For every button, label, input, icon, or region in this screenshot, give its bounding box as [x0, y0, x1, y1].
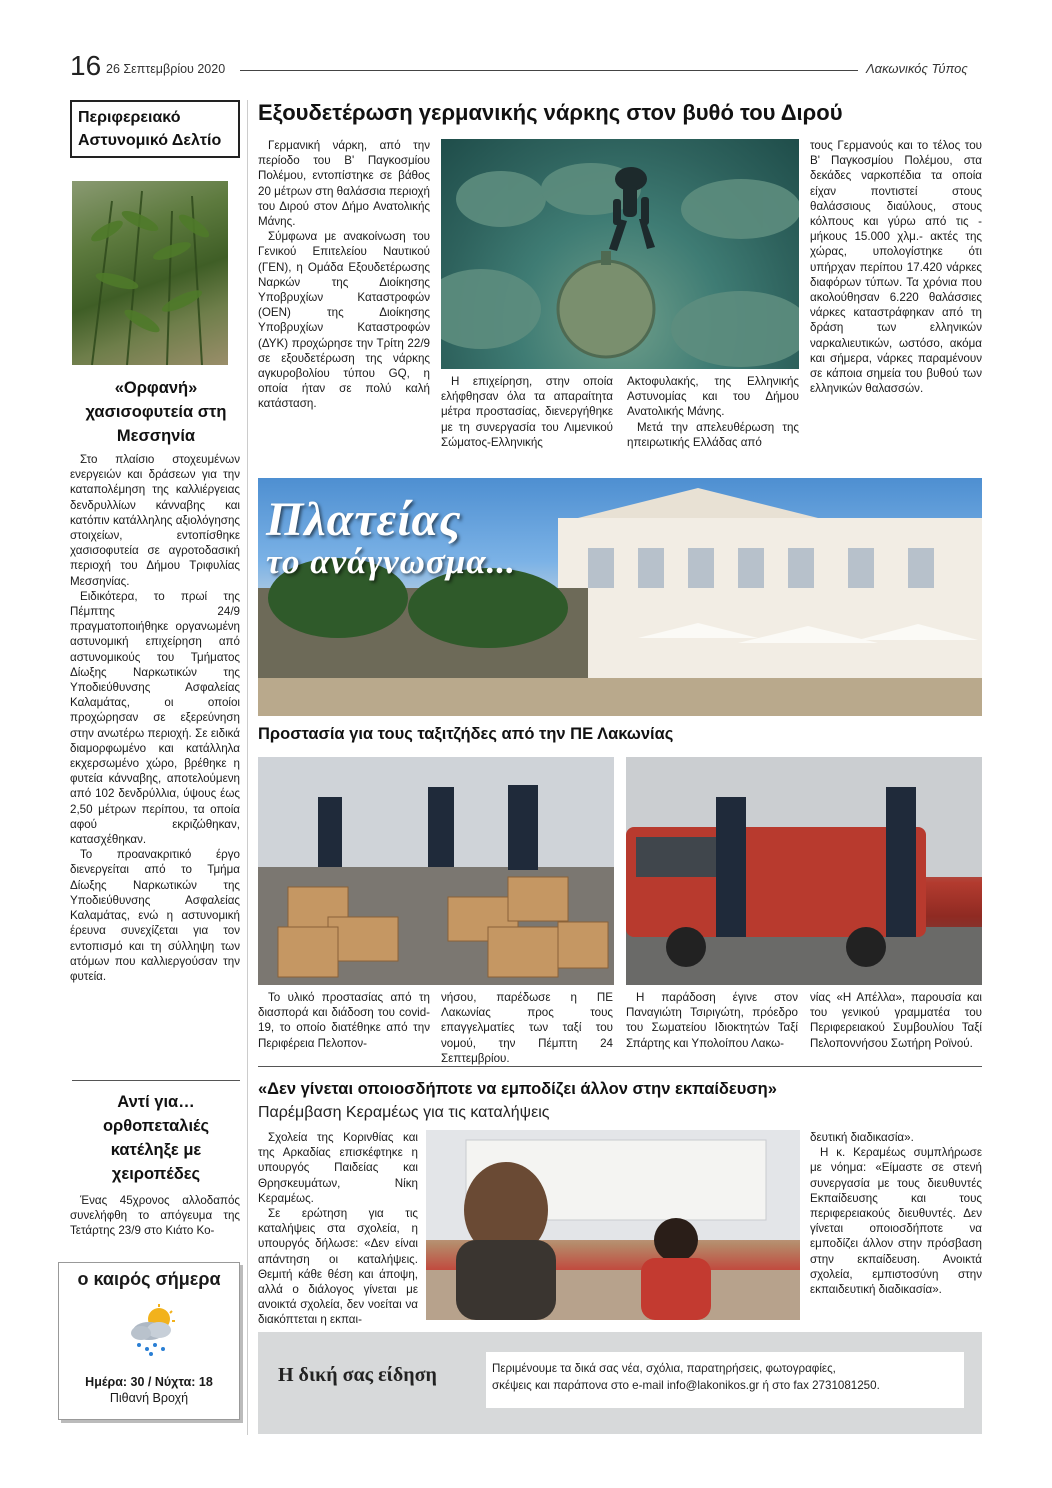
article-taxi-column-4: [810, 990, 982, 1051]
rubric-box: [70, 100, 240, 158]
your-news-title: Η δική σας είδηση: [278, 1364, 437, 1386]
article-taxi-column-3: [626, 990, 798, 1051]
paragraph: Ακτοφυλακής, της Ελληνικής Αστυνομίας και του Δήμου Ανατολικής Μάνης.: [627, 375, 799, 419]
issue-date: 26 Σεπτεμβρίου 2020: [106, 62, 226, 76]
paragraph: δευτική διαδικασία».: [810, 1131, 914, 1144]
article-school-column-1: [258, 1130, 418, 1328]
plateias-banner-photo: [258, 478, 982, 716]
fire-truck-handover-photo: [626, 757, 982, 985]
weather-description: Πιθανή Βροχή: [109, 1391, 189, 1405]
protective-supplies-photo: [258, 757, 614, 985]
side-story-handcuffs-text: [70, 1193, 240, 1239]
boxes-illustration: [258, 757, 614, 985]
paragraph: νίας «Η Απέλλα», παρουσία και του γενικού γραμματέα του Περιφερειακού Συμβουλίου Ταξί Πελοποννήσου Σωτήρη Ροϊνού.: [810, 991, 982, 1050]
headline-education-quote: «Δεν γίνεται οποιοσδήποτε να εμποδίζει άλλον στην εκπαίδευση»: [258, 1080, 777, 1098]
article-taxi-column-1: [258, 990, 430, 1051]
paragraph: Ειδικότερα, το πρωί της Πέμπτης 24/9 πραγματοποιήθηκε οργανωμένη αστυνομική επιχείρηση από αστυνομικούς του Τμήματος Δίωξης Ναρκωτικών της Υποδιεύθυνσης Ασφαλείας Καλαμάτας, οι οποίοι προχώρησαν σε εξερεύνηση στην ανωτέρω περιοχή. Σε ειδικά διαμορφωμένο και κατάλληλα εκχερσωμένο χώρο, βρέθηκε η φυτεία κάνναβης, αποτελούμενη από 102 δενδρύλλια, ύψους έως 2,50 μέτρων περίπου, τα οποία αφού εκριζώθηκαν, κατασχέθηκαν.: [70, 589, 240, 847]
subheadline-kerameus: Παρέμβαση Κεραμέως για τις καταλήψεις: [258, 1104, 550, 1121]
paragraph: Η παράδοση έγινε στον Παναγιώτη Τσιριγώτη, πρόεδρο του Σωματείου Ιδιοκτητών Ταξί Σπάρτης και Υπολοίπου Λακω-: [626, 991, 798, 1050]
banner-subtitle: το ανάγνωσμα...: [266, 542, 516, 581]
side-headline-hemp-plantation: «Ορφανή» χασισοφυτεία στη Μεσσηνία: [85, 379, 227, 445]
paragraph: Μετά την απελευθέρωση της ηπειρωτικής Ελλάδας από: [627, 420, 799, 449]
headline-mine-neutralization: Εξουδετέρωση γερμανικής νάρκης στον βυθό του Διρού: [258, 100, 843, 125]
paragraph: Το υλικό προστασίας από τη διασπορά και διάδοση του covid-19, το οποίο διατέθηκε από την Περιφέρεια Πελοπον-: [258, 991, 430, 1050]
your-news-line-1: Περιμένουμε τα δικά σας νέα, σχόλια, παρατηρήσεις, φωτογραφίες,: [492, 1362, 836, 1375]
paragraph: Σε ερώτηση για τις καταλήψεις στα σχολεία, η υπουργός δήλωσε: «Δεν είναι απάντηση οι καταλήψεις. Θεμιτή κάθε θέση και άποψη, αλλά ο διάλογος γίνεται με ανοικτά σχολεία, δεν νοείται να διακόπτεται η εκπαι-: [258, 1207, 418, 1327]
banner-title: Πλατείας: [266, 493, 462, 546]
side-headline-handcuffs: Αντί για… ορθοπεταλιές κατέληξε με χειροπέδες: [102, 1093, 210, 1183]
paragraph: Ένας 45χρονος αλλοδαπός συνελήφθη το απόγευμα της Τετάρτης 23/9 στο Κιάτο Κο-: [70, 1194, 240, 1238]
sun-cloud-rain-icon: [125, 1303, 179, 1357]
diver-with-mine-photo: [441, 139, 799, 369]
article-mine-column-1: [258, 138, 430, 412]
masthead-rule: [240, 70, 858, 71]
cannabis-plants-photo: [72, 181, 228, 365]
publication-name: Λακωνικός Τύπος: [866, 61, 968, 76]
page-number: 16: [70, 50, 102, 81]
your-news-line-2: σκέψεις και παράπονα στο e-mail info@lakonikos.gr ή στο fax 2731081250.: [492, 1379, 880, 1392]
classroom-photo: [426, 1130, 800, 1320]
paragraph: Στο πλαίσιο στοχευμένων ενεργειών και δράσεων για την καταπολέμηση της καλλιέργειας δενδρυλλίων κάνναβης και κατόπιν κατάλληλης αξιολόγησης στοιχείων, εντοπίσθηκε χασισοφυτεία σε αγροτοδασική περιοχή του Δήμου Τριφυλίας Μεσσηνίας.: [70, 453, 240, 588]
article-taxi-column-2: [441, 990, 613, 1066]
paragraph: Η κ. Κεραμέως συμπλήρωσε με νόημα: «Είμαστε σε στενή συνεργασία με τους διευθυντές Εκπαίδευσης και τους περιφερειακούς διευθυντές. Δεν γίνεται οποιοσδήποτε να εμποδίζει άλλον στην πρόσβαση στην εκπαίδευση. Ανοικτά σχολεία, εμπιστοσύνη στην εκπαιδευτική διαδικασία».: [810, 1146, 982, 1297]
your-news-box: [258, 1332, 982, 1434]
weather-temperatures: Ημέρα: 30 / Νύχτα: 18: [85, 1375, 213, 1389]
article-school-column-2: [810, 1130, 982, 1297]
weather-title: ο καιρός σήμερα: [77, 1269, 221, 1289]
article-mine-column-4: [810, 138, 982, 396]
headline-taxi-protection: Προστασία για τους ταξιτζήδες από την ΠΕ Λακωνίας: [258, 725, 674, 743]
section-divider: [258, 1066, 982, 1067]
paragraph: Το προανακριτικό έργο διενεργείται από το Τμήμα Δίωξης Ναρκωτικών της Υποδιεύθυνσης Ασφαλείας Καλαμάτας, ενώ η αστυνομική έρευνα συνεχίζεται για τον εντοπισμό και τη σύλληψη των ατόμων που καλλιεργούσαν την φυτεία.: [70, 848, 240, 983]
classroom-illustration: [426, 1130, 800, 1320]
article-mine-column-3: [627, 374, 799, 450]
paragraph: Σχολεία της Κορινθίας και της Αρκαδίας επισκέφτηκε η υπουργός Παιδείας και Θρησκευμάτων, Νίκη Κεραμέως.: [258, 1131, 418, 1205]
cannabis-plants-illustration: [72, 181, 228, 365]
paragraph: νήσου, παρέδωσε η ΠΕ Λακωνίας προς τους επαγγελματίες των ταξί του νομού, την Πέμπτη 24 Σεπτεμβρίου.: [441, 991, 613, 1065]
sidebar-vertical-rule: [247, 100, 248, 1435]
side-story-hemp-text: [70, 452, 240, 984]
sidebar-divider: [72, 1080, 240, 1081]
rubric-line-1: Περιφερειακό: [78, 109, 181, 126]
truck-illustration: [626, 757, 982, 985]
weather-box: [58, 1262, 240, 1420]
rubric-line-2: Αστυνομικό Δελτίο: [78, 132, 222, 149]
underwater-illustration: [441, 139, 799, 369]
paragraph: Σύμφωνα με ανακοίνωση του Γενικού Επιτελείου Ναυτικού (ΓΕΝ), η Ομάδα Εξουδετέρωσης Ναρκών της Διοίκησης Υποβρυχίων Καταστροφών (ΟΕΝ) της Διοίκησης Υποβρυχίων Καταστροφών (ΔΥΚ) προχώρησε την Τρίτη 22/9 σε εξουδετέρωση της νάρκης αγκυροβολίου τύπου GQ, η οποία ήταν σε πολύ καλή κατάσταση.: [258, 230, 430, 411]
paragraph: τους Γερμανούς και το τέλος του Β' Παγκοσμίου Πολέμου, στα δεκάδες ναρκοπέδια τα οποία είχαν ποντιστεί στους θαλάσσιους διαύλους, στους κόλπους και γύρω από τις - μήκους 15.000 χλμ.- ακτές της χώρας, υπολογίστηκε ότι υπήρχαν περίπου 17.420 νάρκες διαφόρων τύπων. Τα χρόνια που ακολούθησαν 6.220 θαλάσσιες νάρκες καταστράφηκαν από τη δράση των ελληνικών ναρκαλιευτικών, ωστόσο, ακόμα και σήμερα, νάρκες παραμένουν σε κάποια σημεία του βυθού των ελληνικών θαλασσών.: [810, 139, 982, 396]
paragraph: Γερμανική νάρκη, από την περίοδο του Β' Παγκοσμίου Πολέμου, εντοπίστηκε σε βάθος 20 μέτρων στη θαλάσσια περιοχή του Διρού στον Δήμο Ανατολικής Μάνης.: [258, 139, 430, 229]
your-news-text: [486, 1352, 964, 1408]
article-mine-column-2: [441, 374, 613, 450]
paragraph: Η επιχείρηση, στην οποία ελήφθησαν όλα τα απαραίτητα μέτρα προστασίας, διενεργήθηκε με τη συνεργασία του Λιμενικού Σώματος-Ελληνικής: [441, 375, 613, 449]
